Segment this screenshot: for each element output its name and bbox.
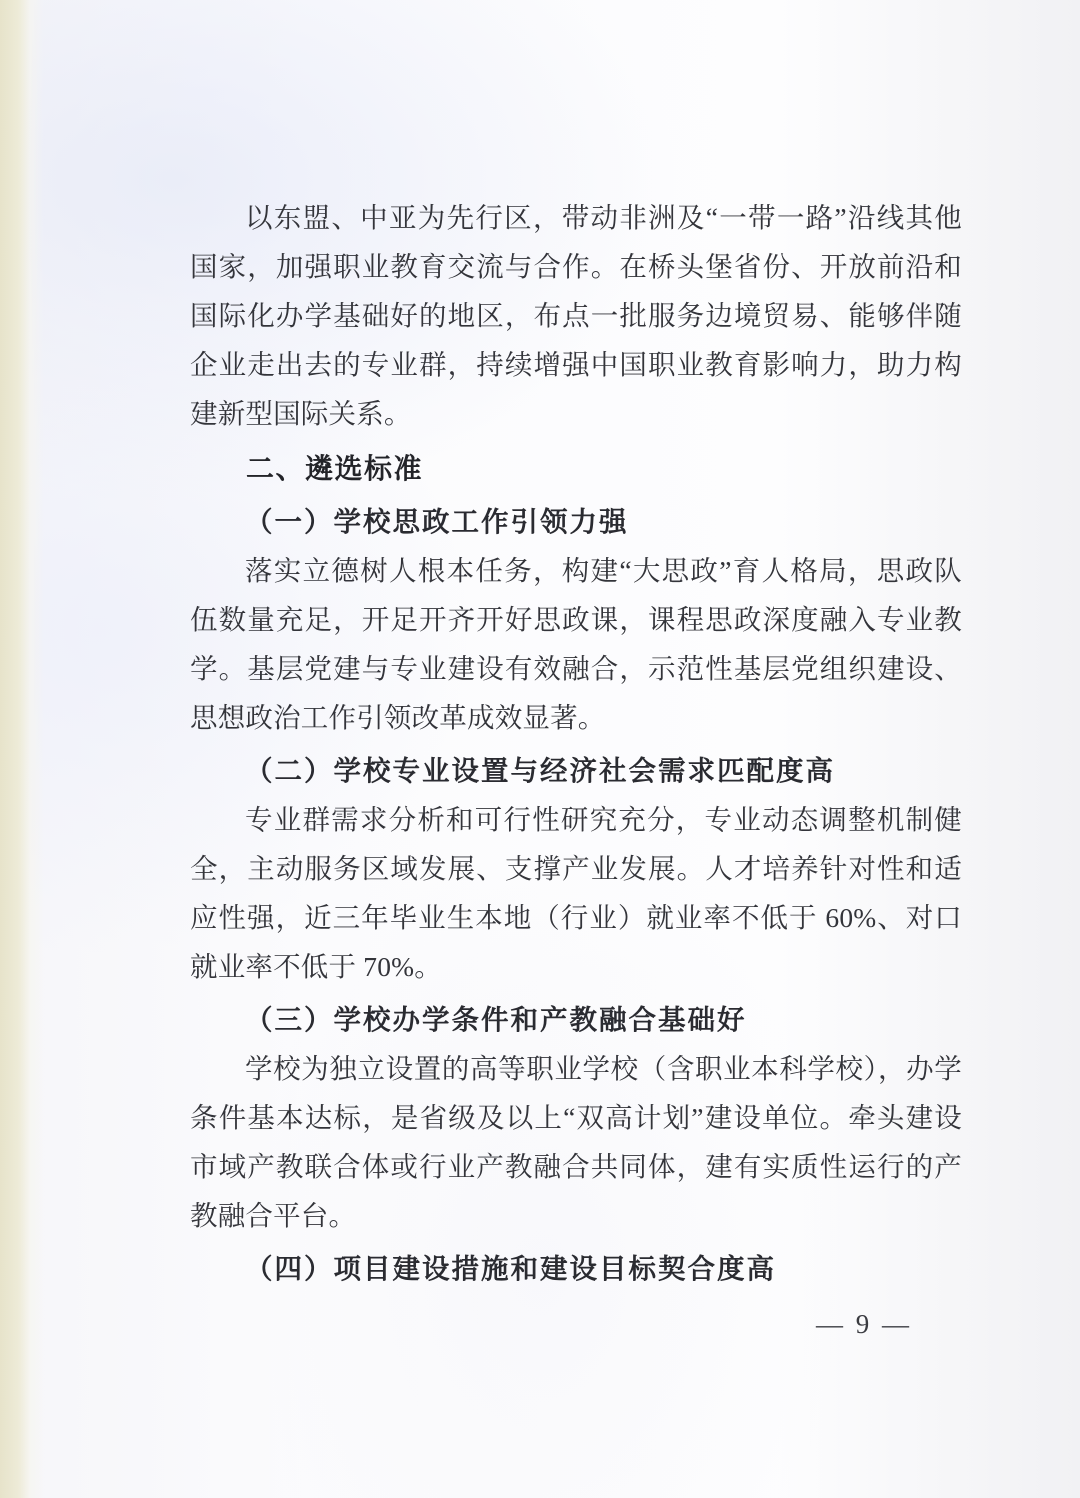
subsection-body-1: 落实立德树人根本任务，构建“大思政”育人格局，思政队伍数量充足，开足开齐开好思政课，课程思政深度融入专业教学。基层党建与专业建设有效融合，示范性基层党组织建设、思想政治工作引领改革成效显著。 [190, 555, 962, 733]
scan-left-edge [0, 0, 30, 1498]
page-number: — 9 — [816, 1309, 912, 1339]
subsection-heading-4: （四）项目建设措施和建设目标契合度高 [245, 1253, 776, 1284]
subsection-body-2: 专业群需求分析和可行性研究充分，专业动态调整机制健全，主动服务区域发展、支撑产业发展。人才培养针对性和适应性强，近三年毕业生本地（行业）就业率不低于 60%、对口就业率不低于 70%。 [190, 804, 962, 982]
subsection-heading-2: （二）学校专业设置与经济社会需求匹配度高 [245, 755, 835, 786]
section-heading: 二、遴选标准 [246, 453, 424, 484]
document-content [190, 193, 962, 1293]
intro-paragraph: 以东盟、中亚为先行区，带动非洲及“一带一路”沿线其他国家，加强职业教育交流与合作。在桥头堡省份、开放前沿和国际化办学基础好的地区，布点一批服务边境贸易、能够伴随企业走出去的专业群，持续增强中国职业教育影响力，助力构建新型国际关系。 [190, 202, 962, 429]
subsection-body-3: 学校为独立设置的高等职业学校（含职业本科学校），办学条件基本达标，是省级及以上“双高计划”建设单位。牵头建设市域产教联合体或行业产教融合共同体，建有实质性运行的产教融合平台。 [190, 1053, 962, 1231]
subsection-heading-1: （一）学校思政工作引领力强 [245, 506, 629, 537]
subsection-heading-3: （三）学校办学条件和产教融合基础好 [245, 1004, 747, 1035]
